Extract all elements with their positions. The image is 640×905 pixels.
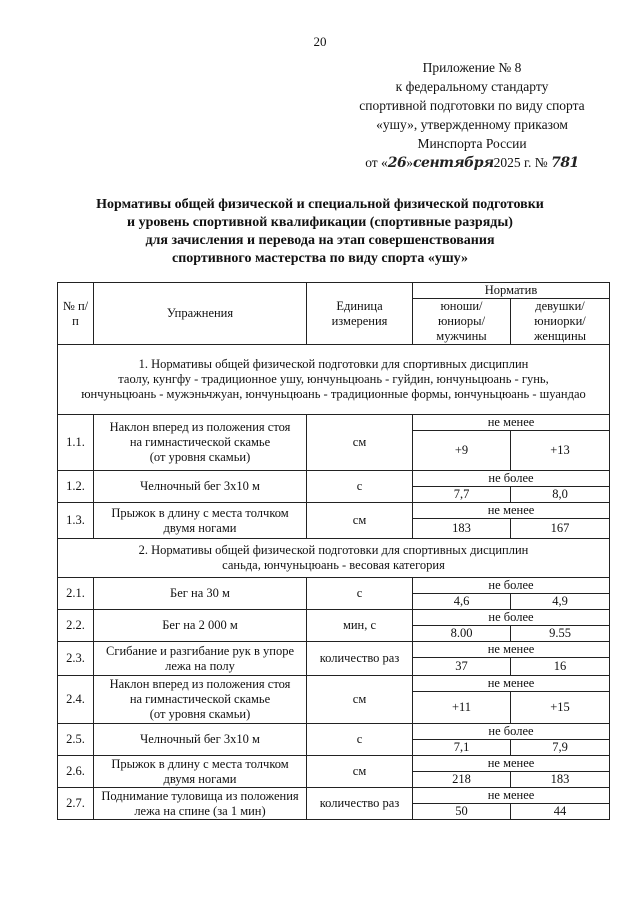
title-line: и уровень спортивной квалификации (спортивные разряды) (127, 215, 513, 230)
exercise-line: Наклон вперед из положения стоя (109, 420, 291, 434)
exercise-line: Бег на 30 м (170, 586, 230, 600)
section-2-heading (58, 539, 610, 578)
norms-table (57, 282, 610, 820)
norm-qualifier: не более (413, 724, 610, 740)
exercise-name (94, 471, 307, 503)
male-value: +11 (413, 692, 511, 724)
exercise-line: Наклон вперед из положения стоя (109, 677, 291, 691)
unit-cell: с (307, 578, 413, 610)
order-year: 2025 г. № (493, 155, 548, 170)
male-value: 37 (413, 658, 511, 676)
female-value: 44 (511, 804, 610, 820)
row-number: 2.7. (58, 788, 94, 820)
section-line: 1. Нормативы общей физической подготовки для спортивных дисциплин (138, 357, 529, 371)
handwritten-month: сентября (413, 155, 494, 171)
exercise-name (94, 724, 307, 756)
female-value: 7,9 (511, 740, 610, 756)
norm-qualifier: не менее (413, 676, 610, 692)
exercise-line: Челночный бег 3x10 м (140, 732, 260, 746)
table-row (58, 724, 610, 740)
order-prefix: от « (365, 155, 388, 170)
male-value: 7,7 (413, 487, 511, 503)
table-row (58, 676, 610, 692)
header-female: девушки/ юниорки/ женщины (511, 299, 610, 345)
female-value: 4,9 (511, 594, 610, 610)
male-value: 183 (413, 519, 511, 539)
norm-qualifier: не менее (413, 503, 610, 519)
exercise-name (94, 415, 307, 471)
exercise-line: Поднимание туловища из положения (101, 788, 299, 803)
appendix-line: Минспорта России (417, 136, 527, 151)
table-row (58, 788, 610, 804)
title-line: Нормативы общей физической и специальной физической подготовки (96, 197, 544, 212)
exercise-line: (от уровня скамьи) (149, 707, 251, 721)
exercise-line: Челночный бег 3x10 м (140, 479, 260, 493)
section-line: таолу, кунгфу - традиционное ушу, юнчуньцюань - гуйдин, юнчуньцюань - гунь, (118, 372, 549, 386)
male-value: 8.00 (413, 626, 511, 642)
row-number: 2.6. (58, 756, 94, 788)
order-date-line (300, 153, 640, 173)
exercise-line: лежа на спине (за 1 мин) (134, 803, 266, 818)
female-value: 167 (511, 519, 610, 539)
exercise-line: Сгибание и разгибание рук в упоре (106, 643, 294, 658)
male-value: 218 (413, 772, 511, 788)
unit-cell: см (307, 503, 413, 539)
exercise-line: на гимнастической скамье (129, 692, 271, 706)
female-value: +13 (511, 431, 610, 471)
header-male: юноши/ юниоры/ мужчины (413, 299, 511, 345)
table-row (58, 610, 610, 626)
exercise-line: двумя ногами (163, 771, 237, 786)
female-value: 183 (511, 772, 610, 788)
appendix-line: Приложение № 8 (422, 60, 522, 75)
handwritten-day: 26 (387, 155, 407, 171)
exercise-line: (от уровня скамьи) (149, 450, 251, 464)
section-line: юнчуньцюань - мужэньчжуан, юнчуньцюань - традиционные формы, юнчуньцюань - шуандао (81, 387, 586, 401)
table-row (58, 578, 610, 594)
female-value: 9.55 (511, 626, 610, 642)
appendix-header (300, 58, 640, 173)
table-row (58, 756, 610, 772)
exercise-name (94, 642, 307, 676)
table-row (58, 415, 610, 431)
exercise-line: Бег на 2 000 м (162, 618, 238, 632)
norm-qualifier: не более (413, 471, 610, 487)
norms-table-body (58, 283, 610, 820)
norm-qualifier: не менее (413, 756, 610, 772)
document-title (0, 196, 640, 268)
row-number: 2.1. (58, 578, 94, 610)
unit-cell: с (307, 471, 413, 503)
section-line: саньда, юнчуньцюань - весовая категория (222, 558, 445, 572)
exercise-line: на гимнастической скамье (129, 435, 271, 449)
norm-qualifier: не менее (413, 788, 610, 804)
row-number: 1.1. (58, 415, 94, 471)
unit-cell: мин, с (307, 610, 413, 642)
unit-cell: количество раз (307, 642, 413, 676)
page-number: 20 (313, 34, 327, 49)
unit-cell: с (307, 724, 413, 756)
header-norm: Норматив (413, 283, 610, 299)
unit-cell: см (307, 415, 413, 471)
header-unit: Единица измерения (307, 283, 413, 345)
exercise-name (94, 788, 307, 820)
exercise-line: Прыжок в длину с места толчком (111, 756, 289, 771)
female-value: +15 (511, 692, 610, 724)
exercise-name (94, 610, 307, 642)
norm-qualifier: не более (413, 610, 610, 626)
male-value: 7,1 (413, 740, 511, 756)
row-number: 2.4. (58, 676, 94, 724)
unit-cell: см (307, 676, 413, 724)
norm-qualifier: не более (413, 578, 610, 594)
order-mid: » (406, 155, 414, 170)
title-line: для зачисления и перевода на этап совершенствования (145, 233, 495, 248)
exercise-line: двумя ногами (163, 520, 237, 535)
section-line: 2. Нормативы общей физической подготовки для спортивных дисциплин (138, 543, 529, 557)
male-value: +9 (413, 431, 511, 471)
row-number: 2.5. (58, 724, 94, 756)
section-1-heading (58, 345, 610, 415)
appendix-line: к федеральному стандарту (395, 79, 549, 94)
unit-cell: см (307, 756, 413, 788)
appendix-line: «ушу», утвержденному приказом (376, 117, 568, 132)
male-value: 4,6 (413, 594, 511, 610)
row-number: 2.3. (58, 642, 94, 676)
unit-cell: количество раз (307, 788, 413, 820)
row-number: 1.3. (58, 503, 94, 539)
title-line: спортивного мастерства по виду спорта «ушу» (171, 251, 469, 266)
row-number: 1.2. (58, 471, 94, 503)
exercise-name (94, 676, 307, 724)
norm-qualifier: не менее (413, 642, 610, 658)
exercise-name (94, 756, 307, 788)
table-row (58, 471, 610, 487)
female-value: 8,0 (511, 487, 610, 503)
table-row (58, 503, 610, 519)
female-value: 16 (511, 658, 610, 676)
exercise-line: Прыжок в длину с места толчком (111, 505, 289, 520)
row-number: 2.2. (58, 610, 94, 642)
norm-qualifier: не менее (413, 415, 610, 431)
table-row (58, 642, 610, 658)
handwritten-order-number: 781 (551, 155, 579, 171)
header-num: № п/п (58, 283, 94, 345)
header-exercise: Упражнения (94, 283, 307, 345)
male-value: 50 (413, 804, 511, 820)
exercise-name (94, 578, 307, 610)
exercise-name (94, 503, 307, 539)
appendix-line: спортивной подготовки по виду спорта (359, 98, 585, 113)
exercise-line: лежа на полу (165, 658, 235, 673)
